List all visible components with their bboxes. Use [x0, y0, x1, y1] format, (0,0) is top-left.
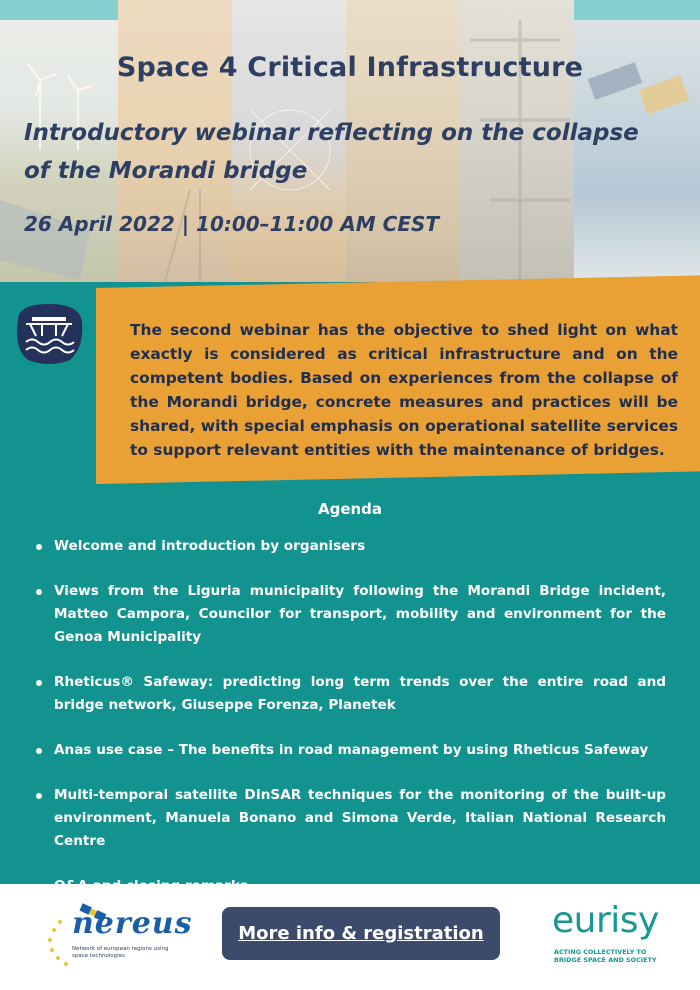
bridge-icon	[10, 300, 88, 368]
event-date: 26 April 2022 | 10:00–11:00 AM CEST	[24, 212, 440, 236]
agenda-item	[34, 739, 666, 762]
bullet-icon	[36, 793, 42, 799]
agenda-list	[34, 535, 666, 920]
bullet-icon	[36, 748, 42, 754]
nereus-tagline: Network of european regions using space technologies	[72, 946, 169, 959]
bullet-icon	[36, 544, 42, 550]
teal-accent-right	[574, 0, 700, 20]
teal-accent-left	[0, 0, 118, 20]
stars-icon	[48, 920, 68, 966]
page-title: Space 4 Critical Infrastructure	[116, 52, 584, 83]
agenda-item-text: Anas use case – The benefits in road management by using Rheticus Safeway	[54, 742, 649, 758]
agenda-item	[34, 535, 666, 558]
agenda-heading: Agenda	[317, 500, 383, 518]
description-text: The second webinar has the objective to shed light on what exactly is considered as critical infrastructure and on the competent bodies. Based on experiences from the collapse of the Morandi bridge, concrete measures and practices will be shared, with special emphasis on operational satellite services to support relevant entities with the maintenance of bridges.	[130, 321, 678, 459]
bullet-icon	[36, 589, 42, 595]
nereus-wordmark: nereus	[72, 906, 193, 941]
agenda-item	[34, 784, 666, 853]
agenda-item	[34, 671, 666, 717]
eurisy-wordmark: eurisy	[552, 900, 659, 941]
agenda-item	[34, 580, 666, 649]
webinar-subtitle: Introductory webinar reflecting on the collapse of the Morandi bridge	[24, 120, 639, 184]
more-info-registration-button[interactable]: More info & registration	[222, 907, 500, 960]
agenda-item-text: Multi-temporal satellite DInSAR techniques for the monitoring of the built-up environment, Manuela Bonano and Simona Verde, Italian National Research Centre	[54, 787, 666, 849]
agenda-item-text: Rheticus® Safeway: predicting long term trends over the entire road and bridge network, Giuseppe Forenza, Planetek	[54, 674, 666, 713]
agenda-item-text: Views from the Liguria municipality following the Morandi Bridge incident, Matteo Campora, Councilor for transport, mobility and environment for the Genoa Municipality	[54, 583, 666, 645]
agenda-item-text: Welcome and introduction by organisers	[54, 538, 366, 554]
bullet-icon	[36, 680, 42, 686]
eurisy-tagline: ACTING COLLECTIVELY TO BRIDGE SPACE AND SOCIETY	[554, 948, 657, 964]
